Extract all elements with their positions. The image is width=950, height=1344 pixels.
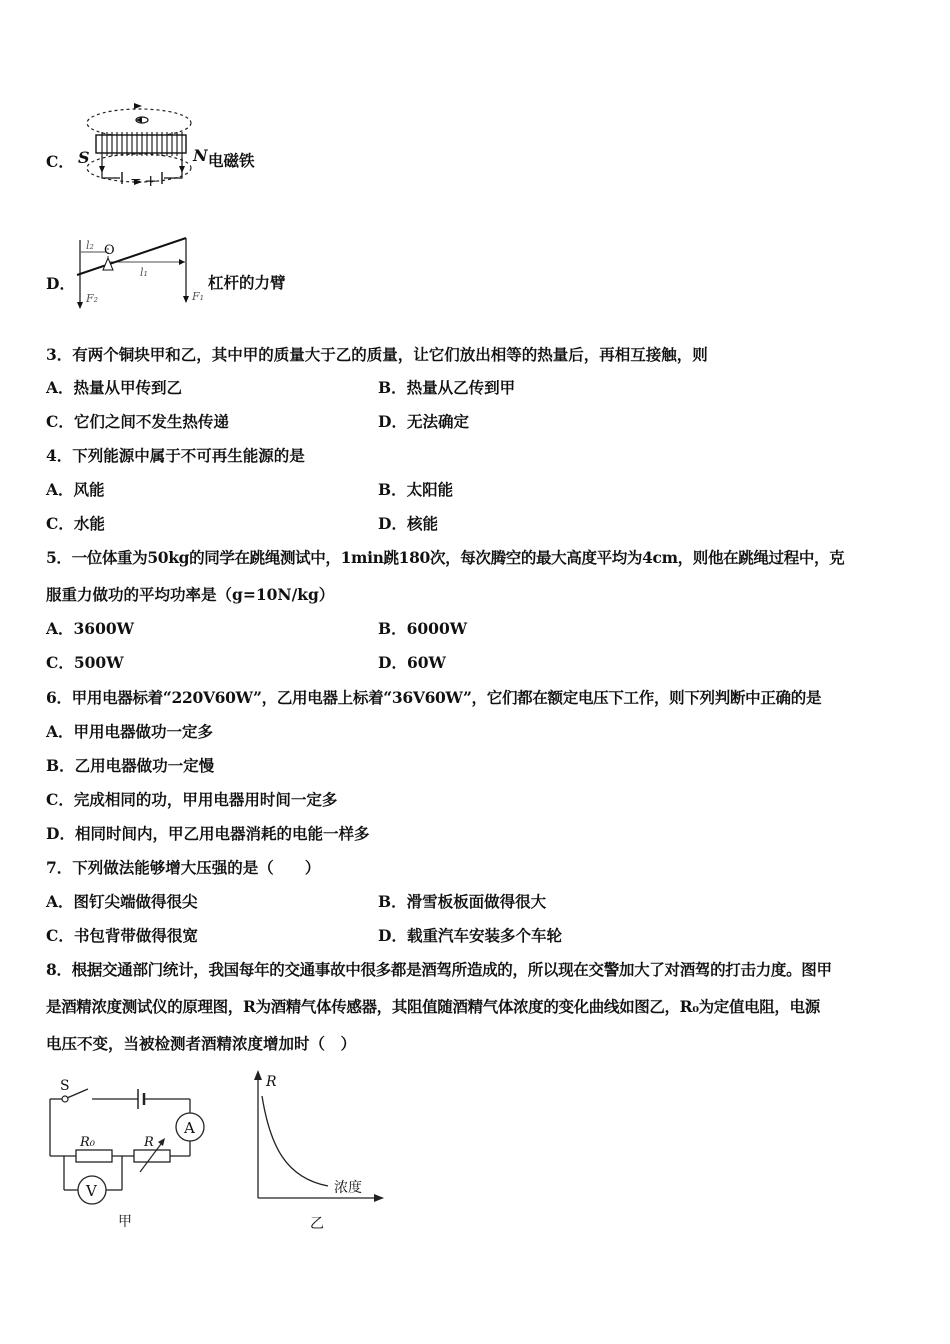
f2-text: F₂ — [86, 292, 99, 305]
q3-option-a: A．热量从甲传到乙 — [46, 378, 183, 397]
electromagnet-label: 电磁铁 — [208, 151, 255, 170]
q3-stem: 3．有两个铜块甲和乙，其中甲的质量大于乙的质量，让它们放出相等的热量后，再相互接触，则 — [46, 345, 708, 364]
pole-n-text: N — [193, 146, 208, 165]
q5-stem-line1: 5．一位体重为50kg的同学在跳绳测试中，1min跳180次，每次腾空的最大高度平均为4cm，则他在跳绳过程中，克 — [46, 548, 845, 567]
q5-option-b: B．6000W — [378, 619, 468, 638]
q4-option-b: B．太阳能 — [378, 480, 454, 499]
q4-option-d: D．核能 — [378, 514, 438, 533]
switch-text: S — [60, 1078, 70, 1094]
q6-option-a: A．甲用电器做功一定多 — [46, 722, 214, 741]
q7-option-d: D．载重汽车安装多个车轮 — [378, 926, 562, 945]
graph-x-label: 浓度 — [334, 1180, 362, 1196]
circuit-diagram — [40, 1072, 220, 1232]
r-text: R — [144, 1135, 154, 1150]
q5-stem-line2: 服重力做功的平均功率是（g=10N/kg） — [46, 585, 335, 604]
q4-option-c: C．水能 — [46, 514, 105, 533]
circuit-caption: 甲 — [118, 1214, 132, 1230]
electromagnet-figure — [76, 100, 206, 195]
q7-stem: 7．下列做法能够增大压强的是（ ） — [46, 858, 321, 877]
l1-text: l₁ — [140, 266, 148, 279]
lever-figure — [72, 230, 212, 310]
q3-option-d: D．无法确定 — [378, 412, 469, 431]
q7-option-b: B．滑雪板板面做得很大 — [378, 892, 547, 911]
q6-option-c: C．完成相同的功，甲用电器用时间一定多 — [46, 790, 338, 809]
q6-stem: 6．甲用电器标着“220V60W”，乙用电器上标着“36V60W”，它们都在额定电压下工作，则下列判断中正确的是 — [46, 688, 822, 707]
q3-option-b: B．热量从乙传到甲 — [378, 378, 516, 397]
pivot-o-text: O — [104, 243, 115, 258]
graph-y-label: R — [266, 1074, 277, 1090]
q5-option-c: C．500W — [46, 653, 124, 672]
q4-stem: 4．下列能源中属于不可再生能源的是 — [46, 446, 305, 465]
battery-minus-text: − — [130, 172, 142, 188]
q4-option-a: A．风能 — [46, 480, 105, 499]
q5-option-a: A．3600W — [46, 619, 135, 638]
q8-stem-line3: 电压不变，当被检测者酒精浓度增加时（ ） — [46, 1034, 357, 1053]
q7-option-a: A．图钉尖端做得很尖 — [46, 892, 198, 911]
q6-option-d: D．相同时间内，甲乙用电器消耗的电能一样多 — [46, 824, 370, 843]
graph-caption: 乙 — [310, 1216, 324, 1232]
ammeter-text: A — [184, 1119, 195, 1137]
l2-text: l₂ — [86, 239, 94, 252]
q6-option-b: B．乙用电器做功一定慢 — [46, 756, 215, 775]
q8-stem-line1: 8．根据交通部门统计，我国每年的交通事故中很多都是酒驾所造成的，所以现在交警加大了对酒驾的打击力度。图甲 — [46, 960, 832, 979]
q3-option-c: C．它们之间不发生热传递 — [46, 412, 229, 431]
lever-label: 杠杆的力臂 — [208, 273, 286, 292]
voltmeter-text: V — [86, 1182, 97, 1200]
q8-stem-line2: 是酒精浓度测试仪的原理图，R为酒精气体传感器，其阻值随酒精气体浓度的变化曲线如图乙，R₀为定值电阻，电源 — [46, 997, 820, 1016]
option-d-label: D． — [46, 274, 75, 293]
battery-plus-text: + — [144, 171, 158, 190]
f1-text: F₁ — [192, 290, 205, 303]
q7-option-c: C．书包背带做得很宽 — [46, 926, 198, 945]
r0-text: R₀ — [80, 1135, 95, 1150]
pole-s-text: S — [78, 148, 90, 167]
resistance-concentration-graph — [248, 1066, 388, 1234]
q5-option-d: D．60W — [378, 653, 446, 672]
option-c-label: C． — [46, 152, 74, 171]
